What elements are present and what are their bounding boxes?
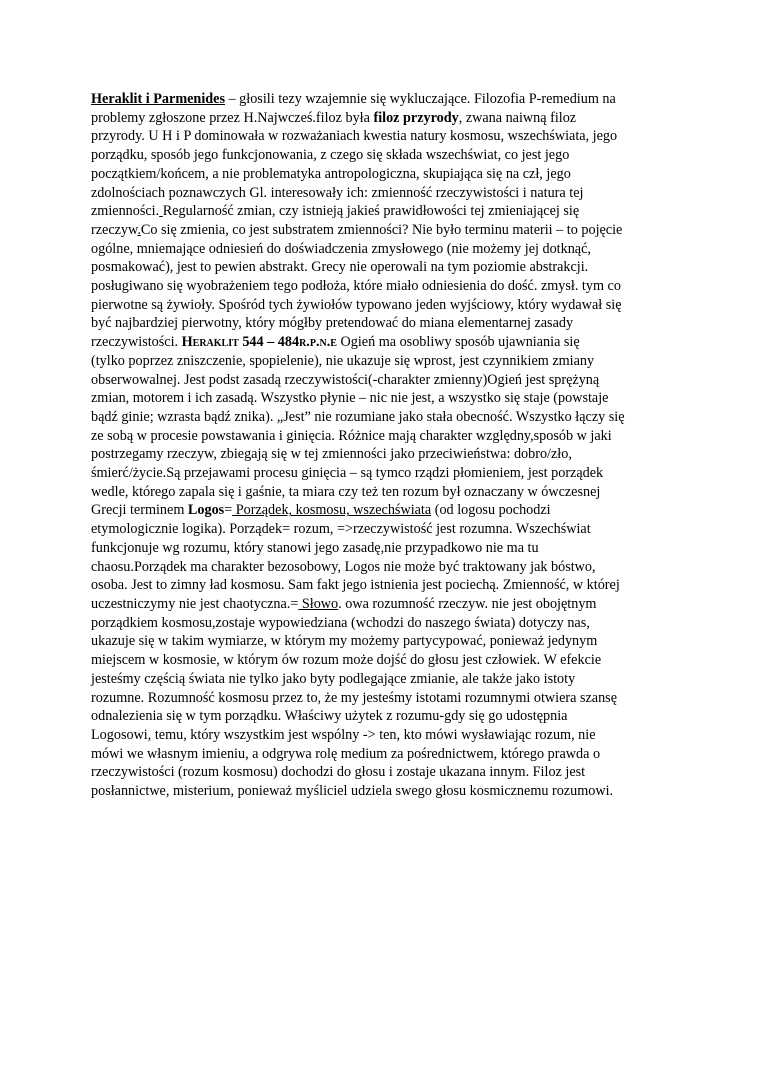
text-run: ukazuje się w takim wymiarze, w którym my możemy partycypować, ponieważ jedynym (91, 633, 598, 650)
text-run: , zwana naiwną filoz (458, 109, 577, 126)
text-run: bądź ginie; wzrasta bądź znika). „Jest” nie rozumiane jako stała obecność. Wszystko łączy się (91, 408, 625, 425)
text-run: mówi we własnym imieniu, a odgrywa rolę medium za pośrednictwem, którego prawda o (91, 745, 601, 762)
text-run: . owa rozumność rzeczyw. nie jest obojętnym (338, 595, 597, 612)
text-line (91, 184, 671, 203)
styled-text-run: . (137, 221, 141, 238)
text-run: śmierć/życie.Są przejawami procesu ginięcia – są tymco rządzi płomieniem, jest porządek (91, 465, 604, 482)
text-run: = (224, 502, 233, 519)
text-run: obserwowalnej. Jest podst zasadą rzeczywistości(-charakter zmienny)Ogień jest sprężyną (91, 371, 600, 388)
document-body (91, 90, 671, 801)
text-line (91, 520, 671, 539)
text-line (91, 670, 671, 689)
text-line (91, 464, 671, 483)
text-line (91, 371, 671, 390)
text-line (91, 651, 671, 670)
styled-text-run: filoz przyrody (373, 109, 459, 126)
text-run: ze sobą w procesie powstawania i ginięcia. Różnice mają charakter względny,sposób w jaki (91, 427, 612, 444)
text-line (91, 614, 671, 633)
text-run: chaosu.Porządek ma charakter bezosobowy, Logos nie może być traktowany jak bóstwo, (91, 558, 596, 575)
text-run: porządkiem kosmosu,zostaje wypowiedziana (wchodzi do naszego świata) dotyczy nas, (91, 614, 590, 631)
styled-text-run: Logos (187, 502, 225, 519)
text-run: (tylko poprzez zniszczenie, spopielenie), nie ukazuje się wprost, jest czynnikiem zmiany (91, 352, 595, 369)
text-run: etymologicznie logika). Porządek= rozum, =>rzeczywistość jest rozumna. Wszechświat (91, 521, 591, 538)
text-run: pierwotne są żywioły. Spośród tych żywiołów typowano jeden wyjściowy, który wydawał się (91, 296, 622, 313)
text-run: porządku, sposób jego funkcjonowania, z czego się składa wszechświat, co jest jego (91, 147, 570, 164)
text-run: uczestniczymy nie jest chaotyczna.= (91, 595, 299, 612)
text-line (91, 296, 671, 315)
text-line (91, 165, 671, 184)
text-run: Co się zmienia, co jest substratem zmienności? Nie było terminu materii – to pojęcie (140, 221, 623, 238)
styled-text-run: Heraklit i Parmenides (91, 91, 225, 107)
text-run: być najbardziej pierwotny, który mógłby pretendować do miana elementarnej zasady (91, 315, 574, 332)
text-line (91, 595, 671, 614)
text-line (91, 632, 671, 651)
text-line (91, 745, 671, 764)
text-run: problemy zgłoszone przez H.Najwcześ.filoz była (91, 109, 374, 126)
text-run: zmienności. (91, 203, 160, 220)
text-run: rozumne. Rozumność kosmosu przez to, że my jesteśmy istotami rozumnymi otwiera szansę (91, 689, 617, 706)
text-run: początkiem/końcem, a nie problematyka antropologiczna, skupiająca się na czł, jego (91, 165, 571, 182)
text-run: przyrody. U H i P dominowała w rozważaniach kwestia natury kosmosu, wszechświata, jego (91, 128, 618, 145)
text-line (91, 782, 671, 801)
text-line (91, 258, 671, 277)
text-line (91, 127, 671, 146)
text-run: odnalezienia się w tym porządku. Właściwy użytek z rozumu-gdy się go udostępnia (91, 708, 568, 725)
text-line (91, 202, 671, 221)
text-line (91, 707, 671, 726)
text-line (91, 333, 671, 352)
styled-text-run: Heraklit 544 – 484r.p.n.e (181, 334, 337, 351)
text-run: postrzegamy rzeczyw, zbiegają się w tej zmienności jako przeciwieństwa: dobro/zło, (91, 446, 572, 463)
text-line (91, 483, 671, 502)
text-run: zmian, motorem i ich zasadą. Wszystko płynie – nic nie jest, a wszystko się staje (powstaje (91, 390, 609, 407)
text-run: posmakować), jest to pewien abstrakt. Grecy nie operowali na tym poziomie abstrakcji. (91, 259, 589, 276)
text-line (91, 558, 671, 577)
text-line (91, 576, 671, 595)
text-run: funkcjonuje wg rozumu, który stanowi jego zasadę,nie przypadkowo nie ma tu (91, 539, 539, 556)
text-line (91, 221, 671, 240)
text-run: Logosowi, temu, który wszystkim jest wspólny -> ten, kto mówi wysławiając rozum, nie (91, 726, 596, 743)
text-run: (od logosu pochodzi (431, 502, 551, 519)
text-run: Ogień ma osobliwy sposób ujawniania się (336, 334, 580, 351)
text-line (91, 763, 671, 782)
text-line (91, 689, 671, 708)
text-line (91, 90, 671, 109)
text-line (91, 352, 671, 371)
text-run: – głosili tezy wzajemnie się wykluczające. Filozofia P-remedium na (224, 91, 616, 107)
text-run: rzeczywistości. (91, 334, 182, 351)
text-run: miejscem w kosmosie, w którym ów rozum może dojść do głosu jest człowiek. W efekcie (91, 652, 602, 669)
text-run: posługiwano się wyobrażeniem tego podłoża, które miało odniesienia do dość. zmysł. tym co (91, 278, 621, 295)
text-run: rzeczyw (91, 221, 138, 238)
text-run: ogólne, mniemające odniesień do doświadczenia zmysłowego (nie możemy jej dotknąć, (91, 240, 591, 257)
text-run: Grecji terminem (91, 502, 188, 519)
text-line (91, 539, 671, 558)
text-line (91, 314, 671, 333)
text-line (91, 726, 671, 745)
text-run: jesteśmy częścią świata nie tylko jako byty podlegające zmianie, ale także jako istoty (91, 670, 576, 687)
text-run: zdolnościach poznawczych Gl. interesowały ich: zmienność rzeczywistości i natura tej (91, 184, 584, 201)
text-line (91, 240, 671, 259)
text-line (91, 427, 671, 446)
text-line (91, 146, 671, 165)
text-line (91, 277, 671, 296)
text-line (91, 109, 671, 128)
text-run: Regularność zmian, czy istnieją jakieś prawidłowości tej zmieniającej się (162, 203, 580, 220)
text-line (91, 408, 671, 427)
text-run: posłannictwe, misterium, ponieważ myśliciel udziela swego głosu kosmicznemu rozumowi. (91, 783, 614, 800)
styled-text-run: Słowo (298, 595, 339, 612)
text-run: rzeczywistości (rozum kosmosu) dochodzi do głosu i zostaje ukazana innym. Filoz jest (91, 764, 586, 781)
text-line (91, 389, 671, 408)
text-run: wedle, którego zapala się i gaśnie, ta miara czy też ten rozum był oznaczany w ówczesnej (91, 483, 601, 500)
text-run: osoba. Jest to zimny ład kosmosu. Sam fakt jego istnienia jest pociechą. Zmienność, w której (91, 577, 620, 594)
text-line (91, 445, 671, 464)
text-line (91, 501, 671, 520)
styled-text-run: Porządek, kosmosu, wszechświata (232, 502, 432, 519)
